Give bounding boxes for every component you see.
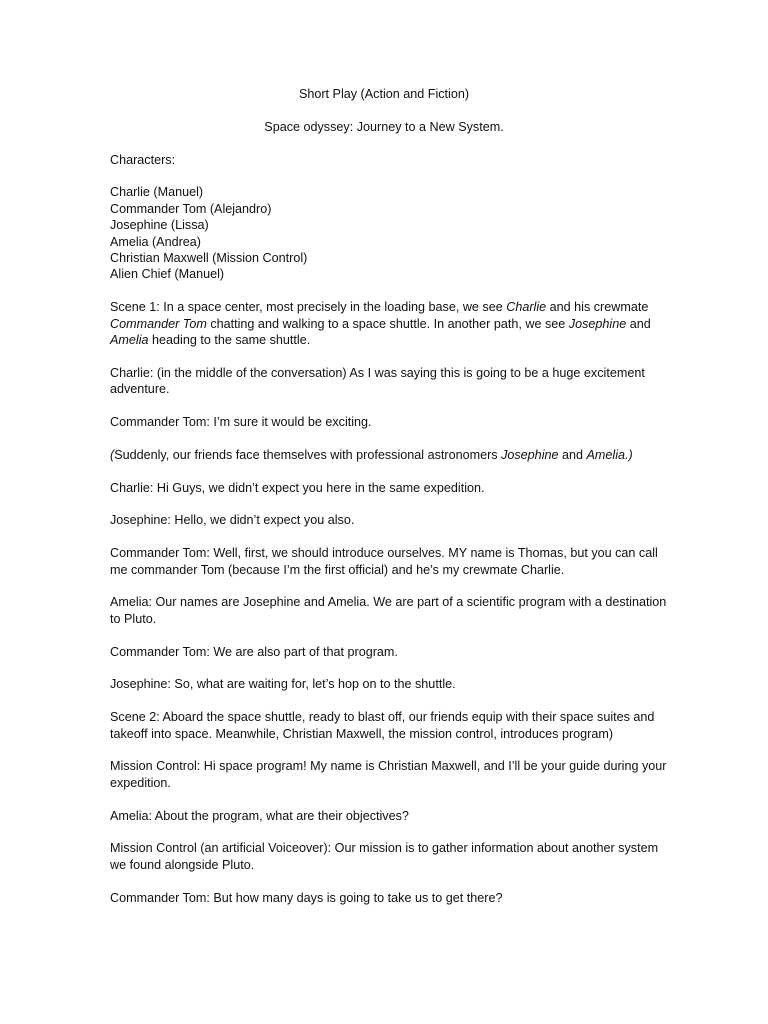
- character-item: Commander Tom (Alejandro): [110, 201, 272, 216]
- character-name-commander-tom: Commander Tom: [110, 316, 207, 331]
- stage-direction-text: and: [558, 447, 587, 462]
- character-item: Charlie (Manuel): [110, 185, 204, 200]
- play-subtitle: Space odyssey: Journey to a New System.: [264, 119, 504, 134]
- character-item: Christian Maxwell (Mission Control): [110, 251, 308, 266]
- dialogue-line: Mission Control (an artificial Voiceover): Our mission is to gather information about another system we found alongside Pluto.: [110, 841, 659, 872]
- scene-1-text: and: [626, 316, 651, 331]
- play-title: Short Play (Action and Fiction): [298, 87, 470, 101]
- dialogue-line: Commander Tom: Well, first, we should introduce ourselves. MY name is Thomas, but you can call me commander Tom (because I’m the first official) and he’s my crewmate Charlie.: [110, 546, 658, 577]
- dialogue-line: Commander Tom: But how many days is going to take us to get there?: [110, 890, 503, 905]
- document-body: [110, 86, 668, 922]
- character-name-amelia: Amelia.): [586, 447, 633, 462]
- dialogue-line: Commander Tom: I’m sure it would be exciting.: [110, 415, 372, 430]
- dialogue-line: Amelia: About the program, what are their objectives?: [110, 808, 409, 823]
- character-name-josephine: Josephine: [501, 447, 559, 462]
- character-item: Alien Chief (Manuel): [110, 267, 225, 282]
- dialogue-line: Charlie: (in the middle of the conversation) As I was saying this is going to be a huge excitement adventure.: [110, 365, 645, 397]
- dialogue-line: Mission Control: Hi space program! My name is Christian Maxwell, and I’ll be your guide during your expedition.: [110, 759, 667, 790]
- character-name-josephine: Josephine: [568, 316, 627, 331]
- scene-1-text: Scene 1: In a space center, most precisely in the loading base, we see: [110, 300, 507, 315]
- dialogue-line: Josephine: So, what are waiting for, let’s hop on to the shuttle.: [110, 677, 456, 692]
- dialogue-line: Amelia: Our names are Josephine and Amelia. We are part of a scientific program with a destination to Pluto.: [110, 595, 667, 626]
- dialogue-line: Josephine: Hello, we didn’t expect you also.: [110, 513, 355, 528]
- dialogue-line: Commander Tom: We are also part of that program.: [110, 644, 398, 659]
- stage-direction: [110, 447, 668, 463]
- scene-1-text: chatting and walking to a space shuttle. In another path, we see: [206, 316, 569, 331]
- character-list: [110, 184, 668, 282]
- character-item: Josephine (Lissa): [110, 218, 209, 233]
- character-name-charlie: Charlie: [506, 300, 547, 315]
- characters-heading: Characters:: [110, 152, 176, 167]
- scene-1-description: [110, 299, 668, 348]
- character-name-amelia: Amelia: [110, 333, 149, 348]
- character-item: Amelia (Andrea): [110, 234, 201, 249]
- scene-1-text: heading to the same shuttle.: [148, 333, 311, 348]
- scene-1-text: and his crewmate: [546, 300, 649, 315]
- stage-direction-text: Suddenly, our friends face themselves with professional astronomers: [114, 447, 502, 462]
- dialogue-line: Charlie: Hi Guys, we didn’t expect you here in the same expedition.: [110, 480, 485, 495]
- scene-2-description: Scene 2: Aboard the space shuttle, ready to blast off, our friends equip with their space suites and takeoff into space. Meanwhile, Christian Maxwell, the mission control, introduces program): [110, 710, 655, 741]
- stage-direction-open: (: [110, 447, 115, 462]
